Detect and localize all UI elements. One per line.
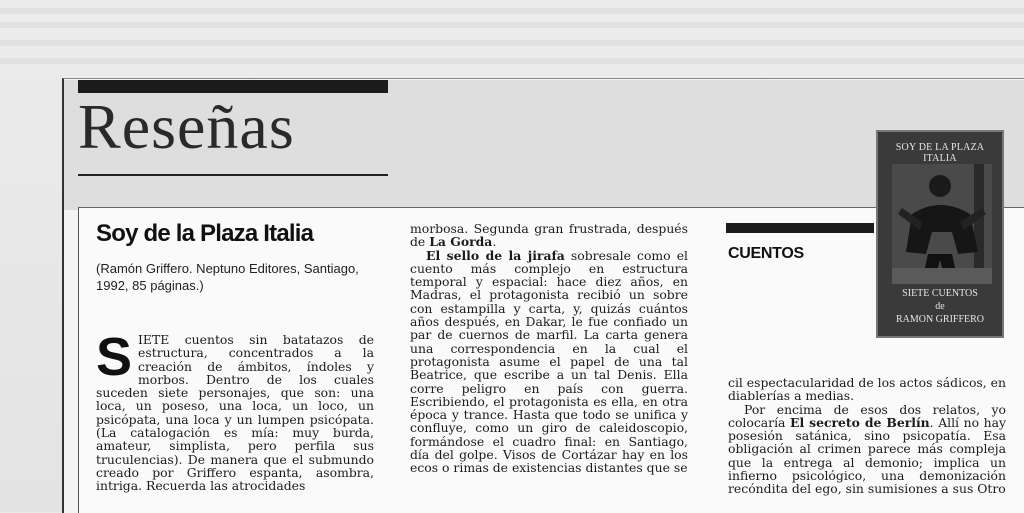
paragraph-text: sobresale como el cuento más complejo en estructura temporal y espacial: hace diez años, en Madras, el protagonista recibió un sobre con estampilla y carta, y, quizás cuántos años después, en Dakar, le fue confiado un par de cuernos de marfil. La carta genera una correspondencia en la cual el protagonista asume el papel de una tal Beatrice, que escribe a un tal Denis. Ella corre peligro en país con guerra. Escribiendo, el protagonista es ella, en otra época y trance. Hasta que todo se unifica y confluye, como un giro de caleidoscopio, formándose el cuadro final: en Santiago, día del golpe. Visos de Cortázar hay en los ecos o rimas de existencias distantes que se	[410, 247, 688, 476]
faint-bleedthrough-line	[0, 40, 1024, 46]
story-title-sello-jirafa: El sello de la jirafa	[426, 247, 565, 263]
column-2	[410, 222, 688, 475]
cover-subtitle-line: SIETE CUENTOS	[902, 288, 978, 299]
column-3	[728, 376, 1006, 496]
paragraph-text: morbosa. Segunda gran frustrada, después de	[410, 221, 688, 250]
header-bottom-rule	[78, 174, 388, 176]
sidebar-label: CUENTOS	[728, 245, 804, 262]
paragraph-text: Por encima de esos dos relatos, yo colocaría	[728, 401, 1006, 430]
column-1	[96, 327, 374, 494]
paragraph-text: .	[492, 234, 497, 250]
cover-subtitle-line: RAMON GRIFFERO	[895, 314, 985, 325]
sidebar-rule	[726, 223, 874, 233]
section-title: Reseñas	[78, 91, 295, 162]
book-cover-image	[876, 130, 1004, 338]
faint-bleedthrough-line	[0, 22, 1024, 28]
column-3-paragraph-1: cil espectacularidad de los actos sádicos, en diablerías a medias.	[728, 375, 1006, 404]
column-2-paragraph-1	[410, 222, 688, 249]
faint-bleedthrough-line	[0, 58, 1024, 64]
faint-bleedthrough-line	[0, 8, 1024, 14]
cover-title: SOY DE LA PLAZA ITALIA	[895, 142, 985, 164]
column-2-paragraph-2	[410, 249, 688, 475]
drop-cap: S	[96, 327, 133, 387]
cover-subtitle-line: de	[935, 301, 945, 312]
cover-subtitle	[878, 287, 1002, 326]
book-info: (Ramón Griffero. Neptuno Editores, Santiago, 1992, 85 páginas.)	[96, 261, 359, 293]
story-title-secreto-berlin: El secreto de Berlín	[790, 414, 930, 430]
column-3-paragraph-2	[728, 403, 1006, 496]
paragraph-text: . Allí no hay posesión satánica, sino psicopatía. Esa obligación al crimen parece más compleja que la entrega al demonio; implica un infierno psicológico, una demonización recóndita del ego, sin sumisiones a sus Otro	[728, 414, 1006, 497]
column-1-text: IETE cuentos sin batatazos de estructura, concentrados a la creación de ámbitos, índoles y morbos. Dentro de los cuales suceden siete personajes, que son: una loca, un poseso, una loca, un loco, un psicópata, una loca y un lumpen psicópata. (La catalogación es mía: muy burda, amateur, simplista, pero perfila sus truculencias). De manera que el submundo creado por Griffero espanta, asombra, intriga. Recuerda las atrocidades	[96, 332, 374, 494]
story-title-la-gorda: La Gorda	[429, 234, 493, 250]
cover-illustration	[892, 164, 992, 284]
book-title: Soy de la Plaza Italia	[96, 220, 314, 247]
